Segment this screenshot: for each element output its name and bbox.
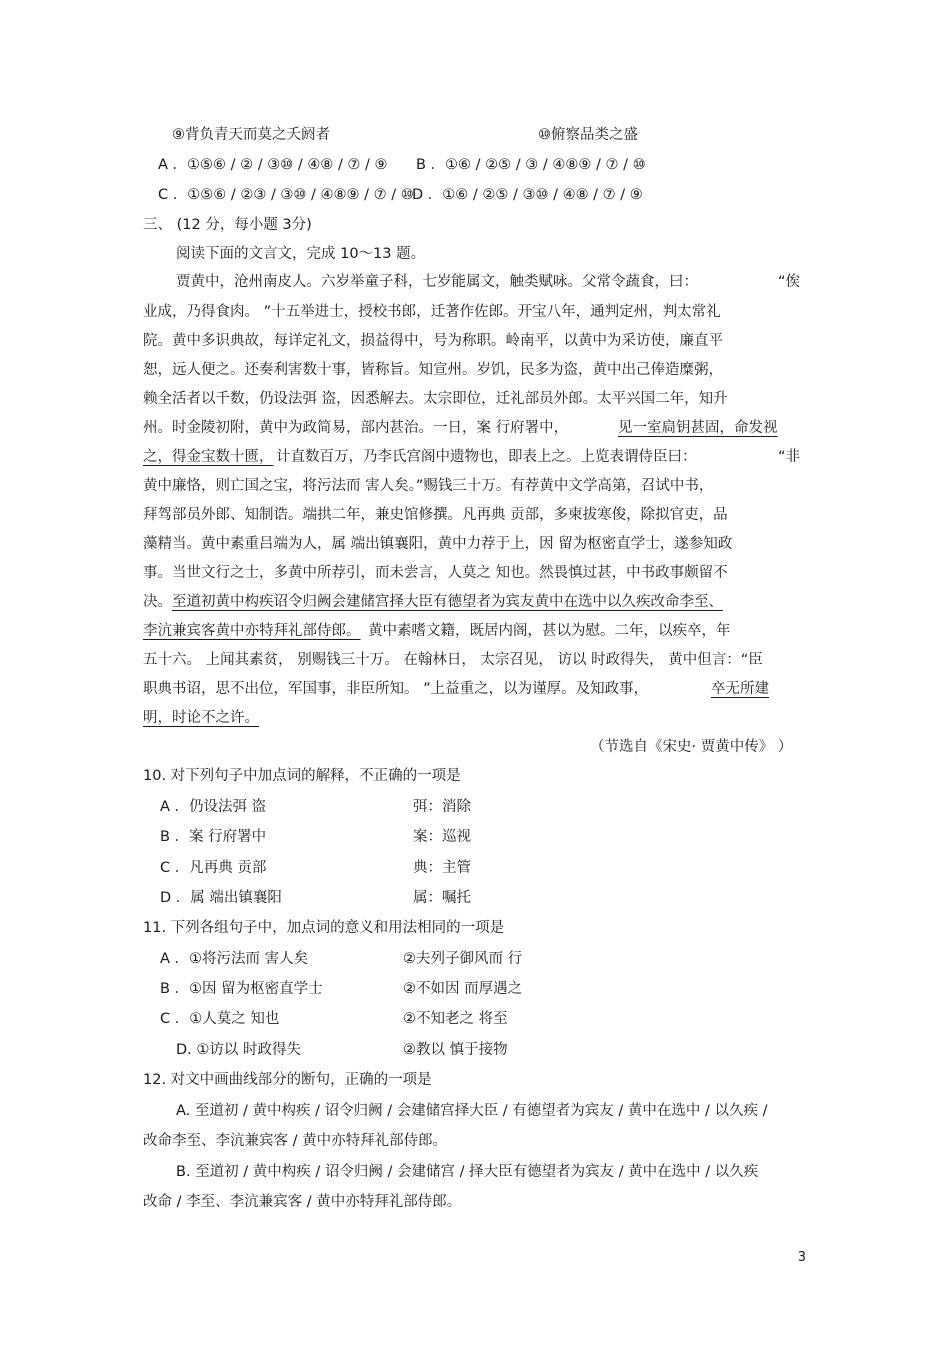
- option-d: D ．①⑥ / ②⑤ / ③⑩ / ④⑧ / ⑦ / ⑨: [412, 187, 643, 203]
- q11-option-c2: ②不知老之 将至: [403, 1011, 508, 1027]
- passage-line: 院。黄中多识典故，每详定礼文，损益得中，号为称职。岭南平，以黄中为采访使，廉直平: [143, 333, 723, 349]
- q12-option-b-line1: B. 至道初 / 黄中构疾 / 诏令归阙 / 会建储宫 / 择大臣有德望者为宾友 / 黄中在选中 / 以久疾: [176, 1164, 759, 1180]
- q10-option-b: B ．案 行府署中: [160, 829, 267, 845]
- passage-line: 五十六。 上闻其素贫， 别赐钱三十万。 在翰林日， 太宗召见， 访以 时政得失， 黄中但言：“臣: [143, 652, 763, 668]
- q10-gloss-a: 弭：消除: [413, 799, 471, 815]
- passage-line: 赖全活者以千数，仍设法弭 盗，因悉解去。太宗即位，迁礼部员外郎。太平兴国二年，知升: [143, 391, 728, 407]
- passage-line: 州。时金陵初附，黄中为政简易，部内甚治。一日，案 行府署中，: [143, 420, 569, 436]
- passage-line: “俟: [778, 274, 801, 290]
- passage-line: 计直数百万，乃李氏宫阁中遗物也，即表上之。上览表谓侍臣曰：: [276, 449, 697, 465]
- item-10: ⑩俯察品类之盛: [538, 127, 638, 143]
- passage-line: 职典书诏，思不出位，军国事，非臣所知。 ”上益重之，以为谨厚。及知政事，: [143, 681, 649, 697]
- q11-option-d1: D. ①访以 时政得失: [176, 1042, 301, 1058]
- underlined-sentence: 卒无所建: [711, 681, 769, 697]
- q12-option-a-line1: A. 至道初 / 黄中构疾 / 诏令归阙 / 会建储宫择大臣 / 有德望者为宾友 / 黄中在选中 / 以久疾 /: [176, 1103, 768, 1119]
- q11-stem: 11. 下列各组句子中，加点词的意义和用法相同的一项是: [143, 920, 505, 936]
- passage-source: （节选自《宋史· 贾黄中传》 ）: [590, 739, 793, 755]
- option-a: A ．①⑤⑥ / ② / ③⑩ / ④⑧ / ⑦ / ⑨: [158, 157, 388, 173]
- q12-option-a-line2: 改命李至、李沆兼宾客 / 黄中亦特拜礼部侍郎。: [143, 1133, 448, 1149]
- q10-gloss-d: 属：嘱托: [413, 890, 471, 906]
- section-instruction: 阅读下面的文言文，完成 10～13 题。: [176, 246, 426, 262]
- q11-option-b1: B ．①因 留为枢密直学士: [160, 981, 323, 997]
- q12-option-b-line2: 改命 / 李至、李沆兼宾客 / 黄中亦特拜礼部侍郎。: [143, 1194, 462, 1210]
- q10-gloss-b: 案：巡视: [413, 829, 471, 845]
- option-c: C ．①⑤⑥ / ②③ / ③⑩ / ④⑧⑨ / ⑦ / ⑩: [158, 187, 414, 203]
- q10-option-a: A ．仍设法弭 盗: [160, 799, 267, 815]
- underlined-sentence: 明，时论不之许。: [143, 710, 259, 726]
- curved-underline-text: 至道初黄中构疾诏令归阙会建储宫择大臣有德望者为宾友黄中在选中以久疾改命李至、: [172, 594, 723, 610]
- passage-line: 黄中素嗜文籍，既居内阁，甚以为慰。二年，以疾卒，年: [368, 623, 731, 639]
- option-b: B ．①⑥ / ②⑤ / ③ / ④⑧⑨ / ⑦ / ⑩: [416, 157, 646, 173]
- passage-line: 决。: [143, 594, 172, 610]
- q11-option-c1: C ．①人莫之 知也: [160, 1011, 280, 1027]
- q12-stem: 12. 对文中画曲线部分的断句，正确的一项是: [143, 1072, 432, 1088]
- q11-option-b2: ②不如因 而厚遇之: [403, 981, 523, 997]
- page-number: 3: [797, 1250, 806, 1265]
- passage-line: 事。当世文行之士，多黄中所荐引，而未尝言，人莫之 知也。然畏慎过甚，中书政事颇留不: [143, 565, 728, 581]
- item-9: ⑨背负青天而莫之夭阏者: [172, 127, 330, 143]
- q10-option-c: C ．凡再典 贡部: [160, 860, 267, 876]
- passage-line: “非: [778, 449, 801, 465]
- q10-option-d: D ．属 端出镇襄阳: [160, 890, 282, 906]
- section-heading: 三、 (12 分，每小题 3分): [143, 217, 312, 233]
- q11-option-a2: ②夫列子御风而 行: [403, 951, 523, 967]
- passage-line: 恕，远人便之。还奏利害数十事，皆称旨。知宣州。岁饥，民多为盗，黄中出己俸造糜粥，: [143, 362, 723, 378]
- passage-line: 业成，乃得食肉。 ”十五举进士，授校书郎，迁著作佐郎。开宝八年，通判定州，判太常礼: [143, 304, 721, 320]
- passage-line: 拜驾部员外郎、知制诰。端拱二年，兼史馆修撰。凡再典 贡部，多柬拔寒俊，除拟官吏，品: [143, 507, 728, 523]
- passage-line: 黄中廉恪，则亡国之宝，将污法而 害人矣。”赐钱三十万。有荐黄中文学高第，召试中书，: [143, 478, 714, 494]
- passage-line: 贾黄中，沧州南皮人。六岁举童子科，七岁能属文，触类赋咏。父常令蔬食，曰：: [176, 274, 698, 290]
- curved-underline-text: 李沆兼宾客黄中亦特拜礼部侍郎。: [143, 623, 361, 639]
- q10-gloss-c: 典：主管: [413, 860, 471, 876]
- q11-option-a1: A ．①将污法而 害人矣: [160, 951, 309, 967]
- underlined-sentence: 见一室扃钥甚固，命发视: [618, 420, 778, 436]
- passage-line: 藻精当。黄中素重吕端为人，属 端出镇襄阳，黄中力荐于上，因 留为枢密直学士，遂参知政: [143, 536, 733, 552]
- q10-stem: 10. 对下列句子中加点词的解释，不正确的一项是: [143, 768, 461, 784]
- q11-option-d2: ②教以 慎于接物: [403, 1042, 508, 1058]
- underlined-sentence: 之，得金宝数十匮，: [143, 449, 274, 465]
